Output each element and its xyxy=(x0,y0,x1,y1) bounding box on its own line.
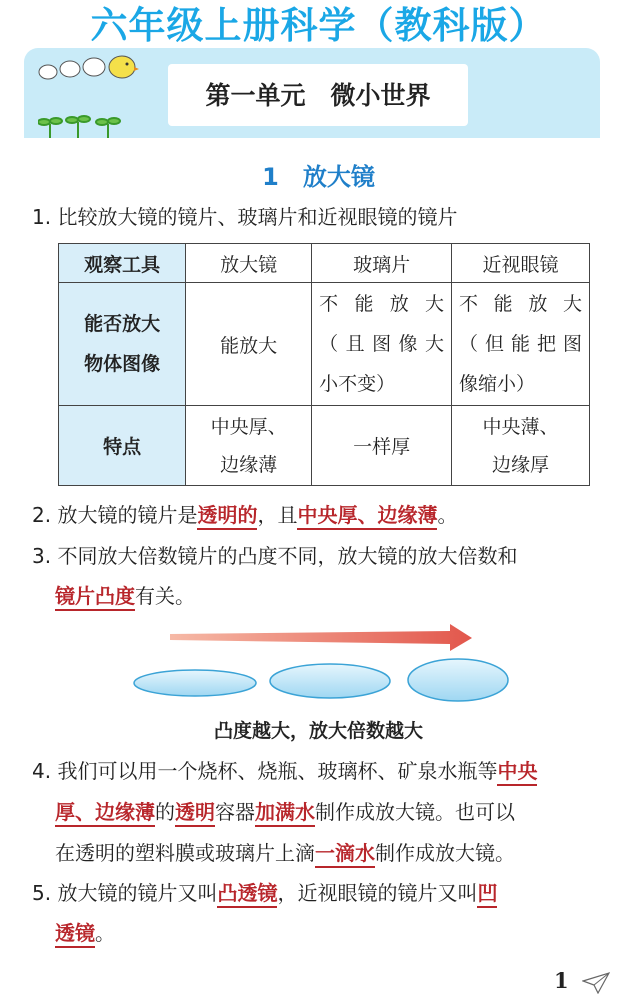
question-4-line3 xyxy=(55,834,515,872)
question-3-line2 xyxy=(55,577,195,615)
cell-line: 小不变） xyxy=(319,373,396,395)
answer: 凹 xyxy=(477,881,497,908)
answer: 镜片凸度 xyxy=(55,584,135,611)
book-title: 六年级上册科学（教科版） xyxy=(90,4,547,47)
question-text: 制作成放大镜。 xyxy=(375,841,515,865)
question-number: 4. xyxy=(32,759,52,783)
question-4 xyxy=(32,752,537,790)
lens-medium-icon xyxy=(270,664,390,698)
lens-thick-icon xyxy=(408,659,508,701)
figure-caption: 凸度越大，放大倍数越大 xyxy=(213,720,423,742)
cell-line: （且图像大 xyxy=(319,333,445,355)
table-cell: 一样厚 xyxy=(312,406,452,486)
table-cell xyxy=(452,406,590,486)
table-header-cell: 近视眼镜 xyxy=(452,244,590,283)
cell-line: 不能放大 xyxy=(319,293,445,315)
question-text: 。 xyxy=(95,921,115,945)
cell-line: 不能放大 xyxy=(459,293,582,315)
arrow-icon xyxy=(170,624,472,651)
answer: 透镜 xyxy=(55,921,95,948)
question-text: 制作成放大镜。也可以 xyxy=(315,800,515,824)
question-5 xyxy=(32,874,497,912)
question-text: 的 xyxy=(155,800,175,824)
table-cell xyxy=(312,283,452,406)
table-cell: 能放大 xyxy=(186,283,312,406)
table-row-label xyxy=(59,283,186,406)
question-3 xyxy=(32,537,517,575)
paper-plane-icon xyxy=(582,972,610,994)
question-number: 2. xyxy=(32,503,52,527)
answer: 中央 xyxy=(497,759,537,786)
sprouts-icon xyxy=(38,112,128,138)
question-4-line2 xyxy=(55,793,515,831)
cell-line: 中央薄、 xyxy=(482,415,559,438)
lens-thin-icon xyxy=(134,670,256,696)
cell-line: 边缘薄 xyxy=(220,453,278,476)
row-label-line: 能否放大 xyxy=(84,313,161,335)
cell-line: 像缩小） xyxy=(459,373,536,395)
table-header-cell: 观察工具 xyxy=(59,244,186,283)
question-text: ，近视眼镜的镜片又叫 xyxy=(277,881,478,905)
question-text: 在透明的塑料膜或玻璃片上滴 xyxy=(55,841,315,865)
table-cell xyxy=(452,283,590,406)
question-text: 容器 xyxy=(215,800,255,824)
convexity-figure xyxy=(120,620,520,710)
page-number: 1 xyxy=(554,968,569,993)
comparison-table xyxy=(58,243,590,486)
question-text: 放大镜的镜片是 xyxy=(57,503,198,527)
table-header-cell: 玻璃片 xyxy=(312,244,452,283)
cell-line: 中央厚、 xyxy=(210,415,287,438)
lesson-title: 1 放大镜 xyxy=(262,163,375,191)
question-number: 1. xyxy=(32,205,52,229)
cell-line: 边缘厚 xyxy=(492,453,550,476)
row-label-line: 物体图像 xyxy=(84,353,161,375)
question-number: 5. xyxy=(32,881,52,905)
answer: 厚、边缘薄 xyxy=(55,800,155,827)
question-1 xyxy=(32,198,457,236)
question-text: ，且 xyxy=(257,503,298,527)
unit-title: 第一单元 微小世界 xyxy=(205,81,431,110)
question-text: 。 xyxy=(437,503,458,527)
answer: 中央厚、边缘薄 xyxy=(297,503,437,530)
question-5-line2 xyxy=(55,914,115,952)
table-cell xyxy=(186,406,312,486)
table-row-label: 特点 xyxy=(59,406,186,486)
cell-line: （但能把图 xyxy=(459,333,582,355)
answer: 加满水 xyxy=(255,800,315,827)
chick-cloud-icon xyxy=(30,52,140,86)
question-number: 3. xyxy=(32,544,52,568)
question-text: 有关。 xyxy=(135,584,195,608)
question-text: 放大镜的镜片又叫 xyxy=(57,881,218,905)
answer: 透明 xyxy=(175,800,215,827)
answer: 凸透镜 xyxy=(217,881,277,908)
question-text: 比较放大镜的镜片、玻璃片和近视眼镜的镜片 xyxy=(57,205,458,229)
question-2 xyxy=(32,496,457,534)
table-header-cell: 放大镜 xyxy=(186,244,312,283)
question-text: 不同放大倍数镜片的凸度不同，放大镜的放大倍数和 xyxy=(57,544,518,568)
answer: 透明的 xyxy=(197,503,257,530)
question-text: 我们可以用一个烧杯、烧瓶、玻璃杯、矿泉水瓶等 xyxy=(57,759,498,783)
answer: 一滴水 xyxy=(315,841,375,868)
